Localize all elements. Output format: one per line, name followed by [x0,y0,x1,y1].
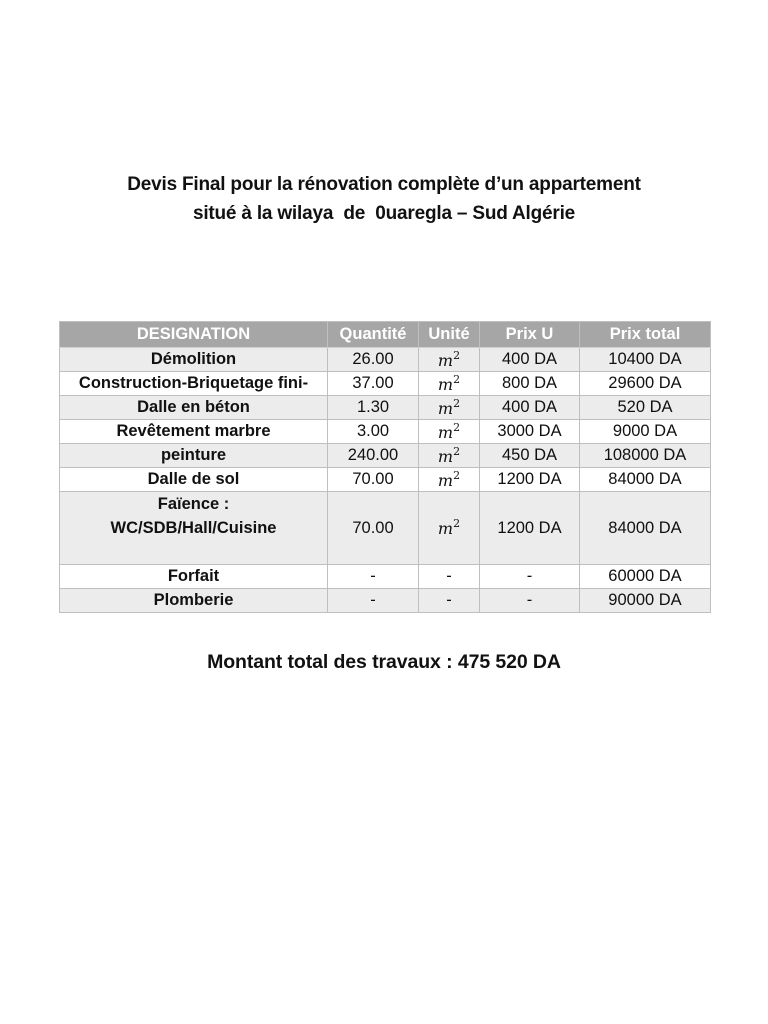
unit-square-meter [437,348,461,370]
cell-unite [419,372,480,396]
unit-square-meter [437,372,461,394]
cell-designation: Plomberie [60,589,328,613]
cell-prix-u: 800 DA [480,372,580,396]
header-prix-u: Prix U [480,322,580,348]
unit-square-meter [437,444,461,466]
total-amount: Montant total des travaux : 475 520 DA [207,651,561,673]
table-row [60,468,711,492]
cell-designation: Dalle en béton [60,396,328,420]
cell-prix-total: 90000 DA [580,589,711,613]
cell-prix-total: 9000 DA [580,420,711,444]
table-row [60,348,711,372]
title-line-1: Devis Final pour la rénovation complète d’un appartement [127,174,641,195]
table-row [60,420,711,444]
cell-designation: Démolition [60,348,328,372]
unit-exponent: 2 [453,420,461,434]
cell-quantite: - [328,589,419,613]
cell-unite [419,348,480,372]
unit-exponent: 2 [453,444,461,458]
unit-base: m [437,470,454,490]
unit-base: m [437,374,454,394]
cell-unite: - [419,589,480,613]
unit-exponent: 2 [453,396,461,410]
cell-prix-total: 84000 DA [580,492,711,565]
cell-prix-total: 520 DA [580,396,711,420]
unit-base: m [437,350,454,370]
cell-prix-total: 10400 DA [580,348,711,372]
cell-quantite: 70.00 [328,468,419,492]
table-row [60,444,711,468]
unit-exponent: 2 [453,372,461,386]
designation-line-1: Faïence : [157,495,230,513]
cell-designation: peinture [60,444,328,468]
cell-designation [60,492,328,565]
cell-quantite: 240.00 [328,444,419,468]
cell-designation: Forfait [60,565,328,589]
unit-square-meter [437,396,461,418]
cell-prix-total: 60000 DA [580,565,711,589]
cell-unite [419,420,480,444]
cell-unite [419,444,480,468]
table-row [60,565,711,589]
header-designation: DESIGNATION [60,322,328,348]
cell-prix-u: 1200 DA [480,492,580,565]
table-row [60,396,711,420]
unit-square-meter [437,468,461,490]
cell-prix-total: 29600 DA [580,372,711,396]
cell-quantite: 3.00 [328,420,419,444]
quote-table [59,321,711,613]
cell-unite: - [419,565,480,589]
unit-square-meter [437,420,461,442]
header-prix-total: Prix total [580,322,711,348]
designation-line-2: WC/SDB/Hall/Cuisine [110,519,277,537]
cell-prix-u: 3000 DA [480,420,580,444]
cell-unite [419,468,480,492]
unit-base: m [437,519,454,538]
cell-prix-u: 400 DA [480,348,580,372]
header-quantite: Quantité [328,322,419,348]
unit-base: m [437,422,454,442]
table-row [60,492,711,565]
title-line-2: situé à la wilaya de 0uaregla – Sud Algérie [192,203,576,224]
cell-quantite: - [328,565,419,589]
cell-unite [419,396,480,420]
unit-base: m [437,446,454,466]
unit-exponent: 2 [453,468,461,482]
cell-prix-u: - [480,589,580,613]
header-unite: Unité [419,322,480,348]
table-row [60,372,711,396]
cell-quantite: 70.00 [328,492,419,565]
unit-square-meter [438,519,460,538]
cell-quantite: 37.00 [328,372,419,396]
unit-exponent: 2 [453,517,461,530]
cell-prix-u: 1200 DA [480,468,580,492]
cell-quantite: 1.30 [328,396,419,420]
cell-designation: Construction-Briquetage fini- [60,372,328,396]
cell-prix-u: 450 DA [480,444,580,468]
designation-spacer [60,540,327,564]
cell-unite [419,492,480,565]
unit-exponent: 2 [453,348,461,362]
cell-designation: Dalle de sol [60,468,328,492]
document-title [0,170,768,228]
cell-designation: Revêtement marbre [60,420,328,444]
cell-prix-total: 84000 DA [580,468,711,492]
cell-prix-total: 108000 DA [580,444,711,468]
cell-prix-u: 400 DA [480,396,580,420]
cell-quantite: 26.00 [328,348,419,372]
table-header-row [60,322,711,348]
cell-prix-u: - [480,565,580,589]
unit-base: m [437,398,454,418]
table-row [60,589,711,613]
